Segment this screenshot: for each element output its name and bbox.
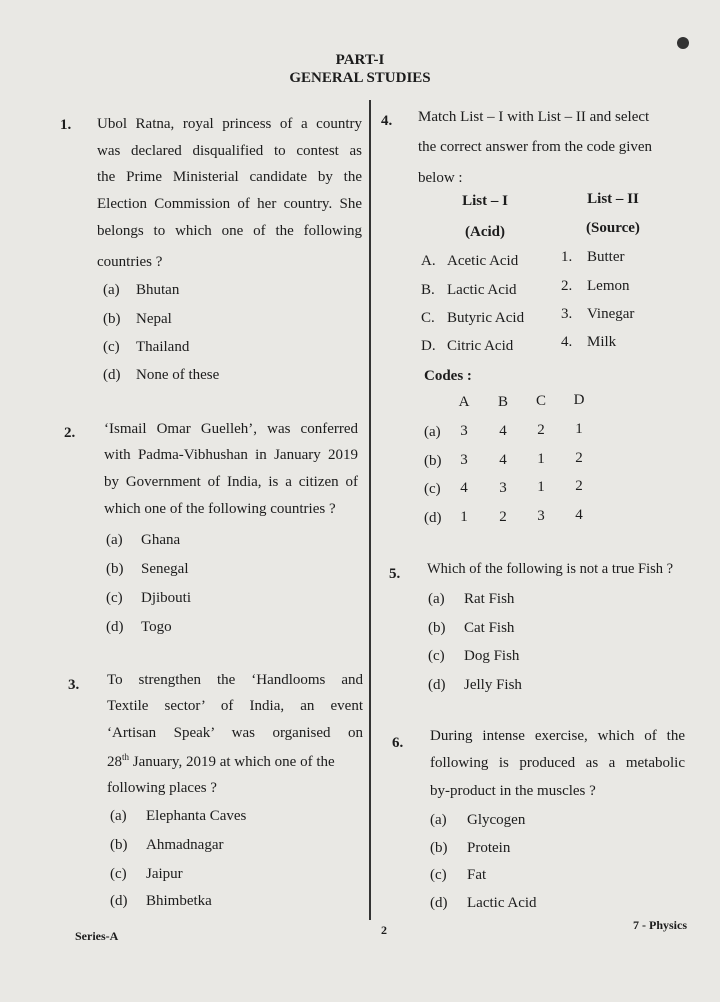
question-3-number: 3. <box>68 677 80 693</box>
section-heading: GENERAL STUDIES <box>289 70 431 86</box>
code-head: C <box>535 393 546 409</box>
code-value: 1 <box>575 421 583 437</box>
code-value: 2 <box>575 478 583 494</box>
option-label: (d) <box>430 895 448 911</box>
code-label: (c) <box>424 481 441 497</box>
option-label: (d) <box>428 677 446 693</box>
option-label: (d) <box>110 893 128 909</box>
question-1-line: countries ? <box>97 254 163 270</box>
question-1-line: Ubol Ratna, royal princess of a country <box>97 116 362 132</box>
list-1-item: Butyric Acid <box>447 310 525 326</box>
list-2-label: 3. <box>561 306 573 322</box>
list-1-subtitle: (Acid) <box>465 224 505 240</box>
question-6-number: 6. <box>392 735 404 751</box>
option-label: (d) <box>106 619 124 635</box>
list-1-label: C. <box>421 310 435 326</box>
code-label: (a) <box>424 424 441 440</box>
option-text: Ahmadnagar <box>146 837 224 853</box>
question-1-line: Election Commission of her country. She <box>97 196 362 212</box>
code-value: 2 <box>499 509 507 525</box>
ink-dot <box>677 37 689 49</box>
footer-subject: 7 - Physics <box>633 918 687 932</box>
list-2-label: 2. <box>561 278 573 294</box>
option-text: Rat Fish <box>464 591 515 607</box>
list-2-item: Milk <box>587 334 617 350</box>
list-1-label: D. <box>421 338 436 354</box>
code-value: 3 <box>499 480 507 496</box>
part-heading: PART-I <box>335 52 385 68</box>
option-label: (b) <box>106 561 124 577</box>
list-2-title: List – II <box>587 191 639 207</box>
option-text: Djibouti <box>141 590 192 606</box>
question-1-line: belongs to which one of the following <box>97 223 362 239</box>
option-label: (a) <box>106 532 123 548</box>
question-1-line: was declared disqualified to contest as <box>97 143 362 159</box>
question-1-number: 1. <box>60 117 72 133</box>
list-2-label: 4. <box>561 334 573 350</box>
option-label: (a) <box>428 591 445 607</box>
option-label: (b) <box>430 840 448 856</box>
option-text: Nepal <box>136 311 172 327</box>
footer-page-number: 2 <box>381 923 387 937</box>
question-2-line: which one of the following countries ? <box>104 501 336 517</box>
code-label: (d) <box>424 510 442 526</box>
question-3-line: ‘Artisan Speak’ was organised on <box>107 725 363 741</box>
list-1-item: Lactic Acid <box>447 282 517 298</box>
list-2-item: Vinegar <box>587 306 635 322</box>
list-1-label: A. <box>421 253 436 269</box>
question-2-number: 2. <box>64 425 76 441</box>
question-2-line: with Padma-Vibhushan in January 2019 <box>104 447 358 463</box>
option-label: (a) <box>103 282 120 298</box>
code-head: B <box>497 394 508 410</box>
column-divider <box>369 100 371 920</box>
option-text: Protein <box>467 840 511 856</box>
code-value: 2 <box>575 450 583 466</box>
option-text: Lactic Acid <box>467 895 537 911</box>
option-text: None of these <box>136 367 220 383</box>
code-head: A <box>458 394 470 410</box>
option-text: Glycogen <box>467 812 526 828</box>
question-3-line: To strengthen the ‘Handlooms and <box>107 672 363 688</box>
option-text: Bhutan <box>136 282 180 298</box>
option-text: Togo <box>141 619 172 635</box>
question-6-line: During intense exercise, which of the <box>430 728 685 744</box>
code-value: 3 <box>537 508 545 524</box>
option-label: (b) <box>110 837 128 853</box>
list-1-label: B. <box>421 282 435 298</box>
question-3-line: 28th January, 2019 at which one of the <box>107 752 335 770</box>
question-3-line: following places ? <box>107 780 217 796</box>
question-2-line: by Government of India, is a citizen of <box>104 474 358 490</box>
option-label: (a) <box>430 812 447 828</box>
question-3-line: Textile sector’ of India, an event <box>107 698 363 714</box>
option-text: Jaipur <box>146 866 183 882</box>
option-label: (d) <box>103 367 121 383</box>
option-label: (b) <box>428 620 446 636</box>
code-value: 3 <box>460 452 468 468</box>
code-value: 1 <box>537 479 545 495</box>
list-2-subtitle: (Source) <box>586 220 640 236</box>
option-text: Senegal <box>141 561 189 577</box>
list-2-item: Lemon <box>587 278 630 294</box>
option-text: Bhimbetka <box>146 893 212 909</box>
list-1-item: Acetic Acid <box>447 253 519 269</box>
option-label: (c) <box>430 867 447 883</box>
codes-title: Codes : <box>424 368 472 384</box>
code-label: (b) <box>424 453 442 469</box>
option-text: Fat <box>467 867 487 883</box>
option-text: Elephanta Caves <box>146 808 247 824</box>
question-5-line: Which of the following is not a true Fish ? <box>427 561 674 577</box>
question-6-line: following is produced as a metabolic <box>430 755 685 771</box>
question-4-line: below : <box>418 170 463 186</box>
option-label: (c) <box>103 339 120 355</box>
code-head: D <box>573 392 585 408</box>
question-2-line: ‘Ismail Omar Guelleh’, was conferred <box>104 421 358 437</box>
code-value: 2 <box>537 422 545 438</box>
option-label: (c) <box>106 590 123 606</box>
option-text: Cat Fish <box>464 620 515 636</box>
code-value: 4 <box>460 480 468 496</box>
option-text: Thailand <box>136 339 190 355</box>
option-text: Jelly Fish <box>464 677 522 693</box>
code-value: 4 <box>575 507 583 523</box>
code-value: 1 <box>537 451 545 467</box>
option-text: Ghana <box>141 532 181 548</box>
code-value: 4 <box>499 423 507 439</box>
code-value: 1 <box>460 509 468 525</box>
code-value: 3 <box>460 423 468 439</box>
question-5-number: 5. <box>389 566 401 582</box>
footer-series: Series-A <box>75 929 119 943</box>
option-label: (c) <box>428 648 445 664</box>
option-label: (b) <box>103 311 121 327</box>
list-1-item: Citric Acid <box>447 338 514 354</box>
list-2-label: 1. <box>561 249 573 265</box>
question-4-number: 4. <box>381 113 393 129</box>
question-1-line: the Prime Ministerial candidate by the <box>97 169 362 185</box>
list-2-item: Butter <box>587 249 625 265</box>
question-6-line: by-product in the muscles ? <box>430 783 596 799</box>
option-text: Dog Fish <box>464 648 520 664</box>
code-value: 4 <box>499 452 507 468</box>
option-label: (a) <box>110 808 127 824</box>
question-4-line: Match List – I with List – II and select <box>418 109 650 125</box>
question-4-line: the correct answer from the code given <box>418 139 653 155</box>
list-1-title: List – I <box>462 193 508 209</box>
option-label: (c) <box>110 866 127 882</box>
